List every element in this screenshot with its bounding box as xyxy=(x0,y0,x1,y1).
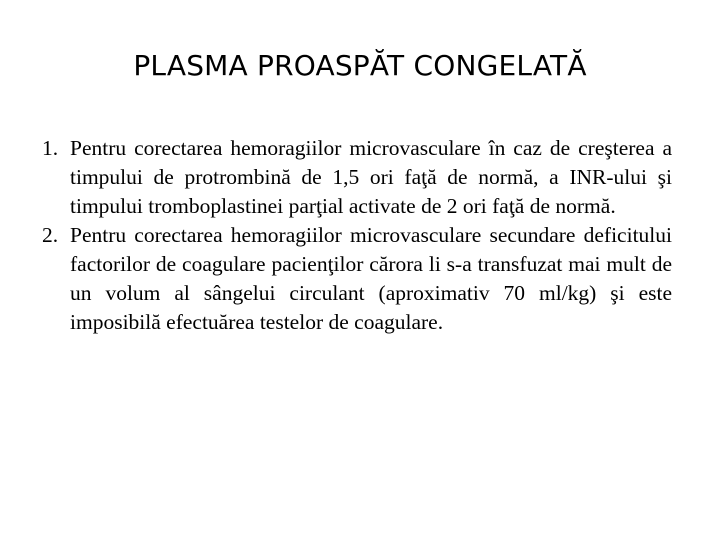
list-item-2 xyxy=(42,221,672,337)
list-item-text: Pentru corectarea hemoragiilor microvasculare secundare deficitului factorilor de coagulare pacienţilor cărora li s-a transfuzat mai mult de un volum al sângelui circulant (aproximativ 70 ml/kg) şi este imposibilă efectuărea testelor de coagulare. xyxy=(70,223,672,334)
list-item-1 xyxy=(42,134,672,221)
list-item-number: 2. xyxy=(42,223,59,247)
slide-content xyxy=(42,134,672,337)
slide-title: PLASMA PROASPĂT CONGELATĂ xyxy=(133,49,587,82)
list-item-number: 1. xyxy=(42,136,59,160)
list-item-text: Pentru corectarea hemoragiilor microvasculare în caz de creşterea a timpului de protrombină de 1,5 ori faţă de normă, a INR-ului şi timpului tromboplastinei parţial activate de 2 ori faţă de normă. xyxy=(70,136,672,218)
